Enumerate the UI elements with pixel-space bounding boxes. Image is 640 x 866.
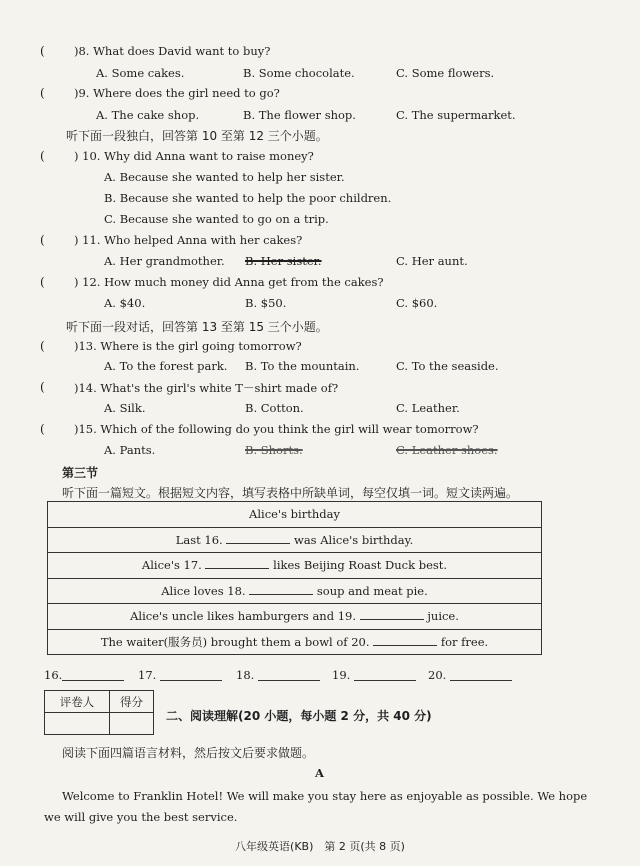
q14-option-c: C. Leather. xyxy=(396,401,460,415)
blank-18[interactable] xyxy=(249,584,313,595)
row-19-text: Alice's uncle likes hamburgers and 19. xyxy=(130,609,357,624)
section-3-title: 第三节 xyxy=(62,466,99,480)
answer-paren[interactable]: ( xyxy=(40,233,45,247)
answer-paren[interactable]: ( xyxy=(40,422,45,436)
blank-20[interactable] xyxy=(373,635,437,646)
q13-option-a: A. To the forest park. xyxy=(104,359,228,373)
q12-option-a: A. $40. xyxy=(104,296,146,310)
row-17-text: Alice's 17. xyxy=(141,558,202,573)
fill-in-table xyxy=(47,501,542,655)
row-17-tail: likes Beijing Roast Duck best. xyxy=(273,558,448,573)
instruction-13-15: 听下面一段对话，回答第 13 至第 15 三个小题。 xyxy=(66,320,328,334)
table-title: Alice's birthday xyxy=(48,502,542,528)
question-10: ) 10. Why did Anna want to raise money? xyxy=(74,149,314,163)
answer-20-blank[interactable] xyxy=(450,670,512,681)
q9-option-c: C. The supermarket. xyxy=(396,108,516,122)
row-18-text: Alice loves 18. xyxy=(161,583,246,598)
q12-option-c: C. $60. xyxy=(396,296,438,310)
answer-16-blank[interactable] xyxy=(62,670,124,681)
q10-option-b: B. Because she wanted to help the poor children. xyxy=(104,191,392,205)
q9-option-b: B. The flower shop. xyxy=(243,108,356,122)
table-row xyxy=(48,629,542,655)
question-13: )13. Where is the girl going tomorrow? xyxy=(74,339,302,353)
q8-option-a: A. Some cakes. xyxy=(96,66,185,80)
row-16-text: Last 16. xyxy=(175,532,223,547)
row-20-text: The waiter(服务员) brought them a bowl of 20. xyxy=(100,634,370,649)
page-footer: 八年级英语(KB) 第 2 页(共 8 页) xyxy=(235,840,405,853)
q8-option-b: B. Some chocolate. xyxy=(243,66,355,80)
table-row xyxy=(48,578,542,604)
table-row xyxy=(48,553,542,579)
score-label: 得分 xyxy=(110,691,154,713)
answer-paren[interactable]: ( xyxy=(40,86,45,100)
answer-paren[interactable]: ( xyxy=(40,275,45,289)
answer-16-label: 16. xyxy=(44,668,63,682)
question-15: )15. Which of the following do you think the girl will wear tomorrow? xyxy=(74,422,479,436)
question-12: ) 12. How much money did Anna get from the cakes? xyxy=(74,275,384,289)
q15-option-b: B. Shorts. xyxy=(245,443,303,457)
question-9: )9. Where does the girl need to go? xyxy=(74,86,280,100)
answer-17-label: 17. xyxy=(138,668,157,682)
answer-18-blank[interactable] xyxy=(258,670,320,681)
q10-option-a: A. Because she wanted to help her sister. xyxy=(104,170,345,184)
q11-option-b: B. Her sister. xyxy=(245,254,322,268)
row-19-tail: juice. xyxy=(427,609,459,624)
question-8: )8. What does David want to buy? xyxy=(74,44,271,58)
answer-19-label: 19. xyxy=(332,668,351,682)
section-3-instruction: 听下面一篇短文。根据短文内容，填写表格中所缺单词，每空仅填一词。短文读两遍。 xyxy=(62,486,519,500)
answer-19-blank[interactable] xyxy=(354,670,416,681)
reading-instruction: 阅读下面四篇语言材料，然后按文后要求做题。 xyxy=(62,746,315,760)
q14-option-a: A. Silk. xyxy=(104,401,146,415)
q12-option-b: B. $50. xyxy=(245,296,287,310)
grader-cell[interactable] xyxy=(45,713,110,735)
blank-16[interactable] xyxy=(226,533,290,544)
passage-label: A xyxy=(315,766,324,780)
answer-paren[interactable]: ( xyxy=(40,149,45,163)
row-18-tail: soup and meat pie. xyxy=(316,583,428,598)
part-2-title: 二、阅读理解(20 小题，每小题 2 分，共 40 分) xyxy=(166,709,432,723)
q8-option-c: C. Some flowers. xyxy=(396,66,495,80)
answer-17-blank[interactable] xyxy=(160,670,222,681)
answer-paren[interactable]: ( xyxy=(40,44,45,58)
answer-paren[interactable]: ( xyxy=(40,380,45,394)
q13-option-b: B. To the mountain. xyxy=(245,359,360,373)
row-16-tail: was Alice's birthday. xyxy=(293,532,414,547)
question-14: )14. What's the girl's white T－shirt made of? xyxy=(74,381,339,395)
table-row xyxy=(48,527,542,553)
q14-option-b: B. Cotton. xyxy=(245,401,304,415)
grader-label: 评卷人 xyxy=(45,691,110,713)
q11-option-a: A. Her grandmother. xyxy=(104,254,225,268)
q13-option-c: C. To the seaside. xyxy=(396,359,499,373)
answer-paren[interactable]: ( xyxy=(40,339,45,353)
score-box xyxy=(44,690,154,735)
q9-option-a: A. The cake shop. xyxy=(96,108,200,122)
instruction-10-12: 听下面一段独白，回答第 10 至第 12 三个小题。 xyxy=(66,129,328,143)
question-11: ) 11. Who helped Anna with her cakes? xyxy=(74,233,303,247)
table-row xyxy=(48,604,542,630)
answer-18-label: 18. xyxy=(236,668,255,682)
row-20-tail: for free. xyxy=(440,634,489,649)
q10-option-c: C. Because she wanted to go on a trip. xyxy=(104,212,329,226)
q15-option-c: C. Leather shoes. xyxy=(396,443,498,457)
q11-option-c: C. Her aunt. xyxy=(396,254,468,268)
passage-text-line-1: Welcome to Franklin Hotel! We will make you stay here as enjoyable as possible. We hope xyxy=(62,789,588,803)
answer-20-label: 20. xyxy=(428,668,447,682)
q15-option-a: A. Pants. xyxy=(104,443,156,457)
score-cell[interactable] xyxy=(110,713,154,735)
blank-19[interactable] xyxy=(360,609,424,620)
blank-17[interactable] xyxy=(205,558,269,569)
passage-text-line-2: we will give you the best service. xyxy=(44,810,238,824)
